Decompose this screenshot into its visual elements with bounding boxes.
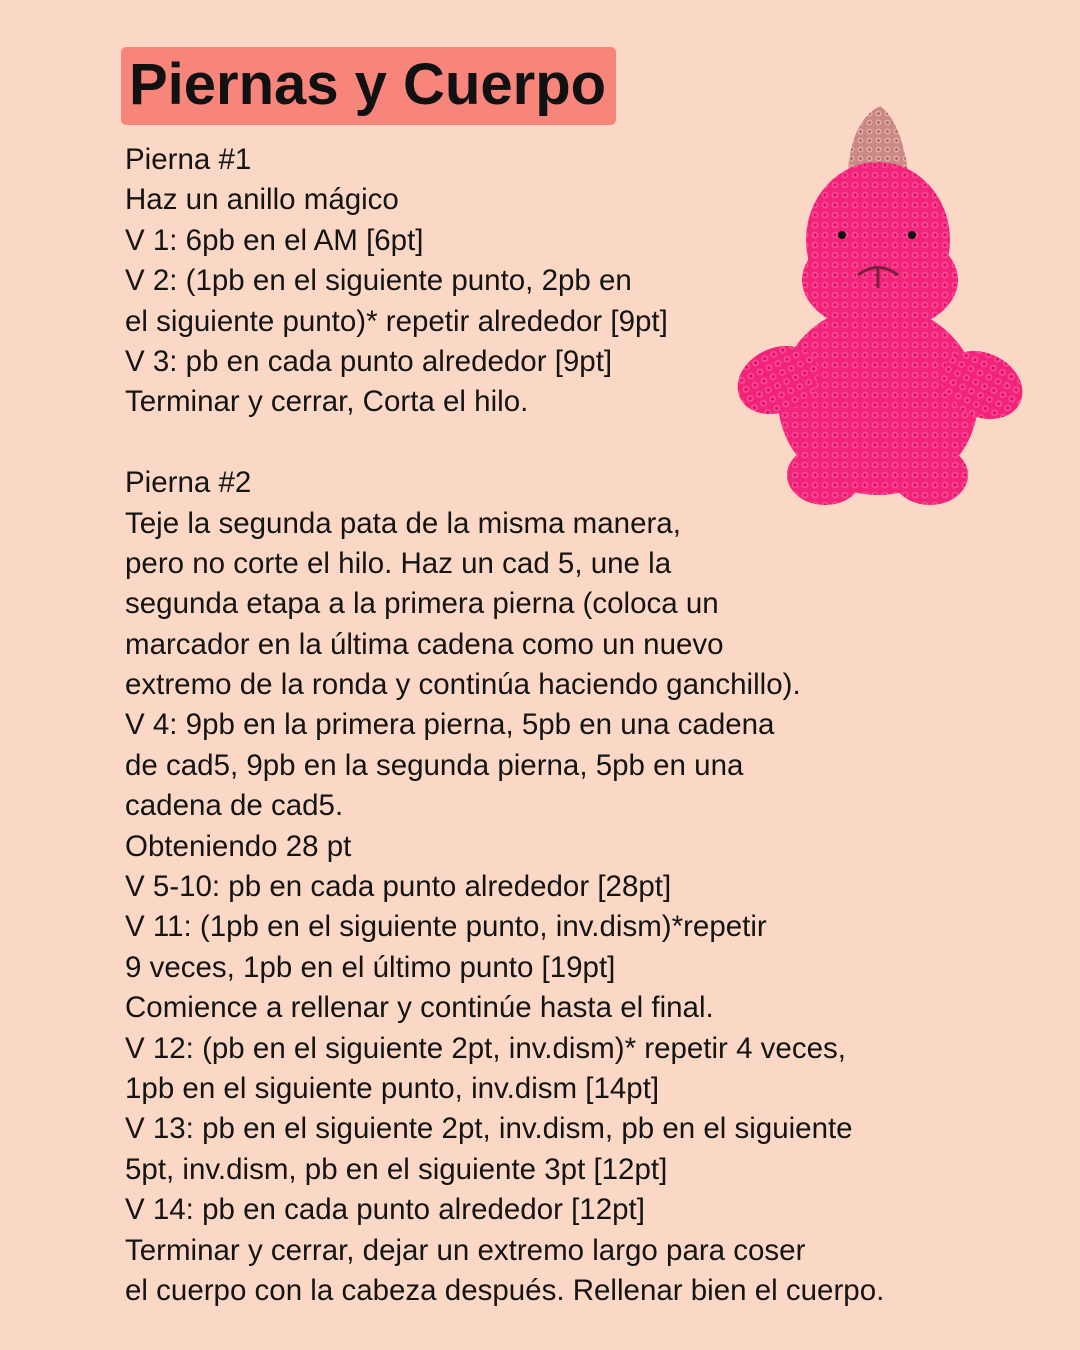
instruction-line: V 4: 9pb en la primera pierna, 5pb en una cadena <box>125 708 775 742</box>
section-heading: Pierna #2 <box>125 466 252 500</box>
instruction-line: Haz un anillo mágico <box>125 183 399 217</box>
instruction-line: 5pt, inv.dism, pb en el siguiente 3pt [12pt] <box>125 1152 668 1186</box>
instruction-line: marcador en la última cadena como un nuevo <box>125 627 724 661</box>
page-title: Piernas y Cuerpo <box>129 52 607 117</box>
instruction-line: cadena de cad5. <box>125 789 344 823</box>
instruction-line: Terminar y cerrar, dejar un extremo largo para coser <box>125 1233 806 1267</box>
instruction-line: V 2: (1pb en el siguiente punto, 2pb en <box>125 264 632 298</box>
section-pierna-1 <box>125 140 1025 423</box>
instruction-line: Comience a rellenar y continúe hasta el final. <box>125 991 714 1025</box>
instruction-line: Teje la segunda pata de la misma manera, <box>125 506 681 540</box>
instruction-line: extremo de la ronda y continúa haciendo ganchillo). <box>125 668 801 702</box>
instruction-line: segunda etapa a la primera pierna (coloca un <box>125 587 719 621</box>
instruction-line: 1pb en el siguiente punto, inv.dism [14pt] <box>125 1071 660 1105</box>
instruction-line: Obteniendo 28 pt <box>125 829 352 863</box>
instruction-line: pero no corte el hilo. Haz un cad 5, une la <box>125 546 672 580</box>
instruction-line: V 3: pb en cada punto alrededor [9pt] <box>125 344 613 378</box>
instruction-line: V 5-10: pb en cada punto alrededor [28pt] <box>125 870 672 904</box>
instruction-line: V 1: 6pb en el AM [6pt] <box>125 223 424 257</box>
instruction-line: V 13: pb en el siguiente 2pt, inv.dism, pb en el siguiente <box>125 1112 853 1146</box>
instruction-line: V 14: pb en cada punto alrededor [12pt] <box>125 1193 645 1227</box>
section-heading: Pierna #1 <box>125 143 252 176</box>
title-highlight <box>121 47 616 125</box>
instruction-line: de cad5, 9pb en la segunda pierna, 5pb en una <box>125 748 744 782</box>
instruction-line: el siguiente punto)* repetir alrededor [9pt] <box>125 304 668 338</box>
pattern-instructions <box>125 140 1025 1311</box>
instruction-line: 9 veces, 1pb en el último punto [19pt] <box>125 950 616 984</box>
section-pierna-2 <box>125 463 1025 1311</box>
instruction-line: Terminar y cerrar, Corta el hilo. <box>125 385 529 419</box>
instruction-line: el cuerpo con la cabeza después. Rellenar bien el cuerpo. <box>125 1273 885 1307</box>
spacer <box>125 423 1025 463</box>
instruction-line: V 12: (pb en el siguiente 2pt, inv.dism)* repetir 4 veces, <box>125 1031 846 1065</box>
instruction-line: V 11: (1pb en el siguiente punto, inv.dism)*repetir <box>125 910 767 944</box>
